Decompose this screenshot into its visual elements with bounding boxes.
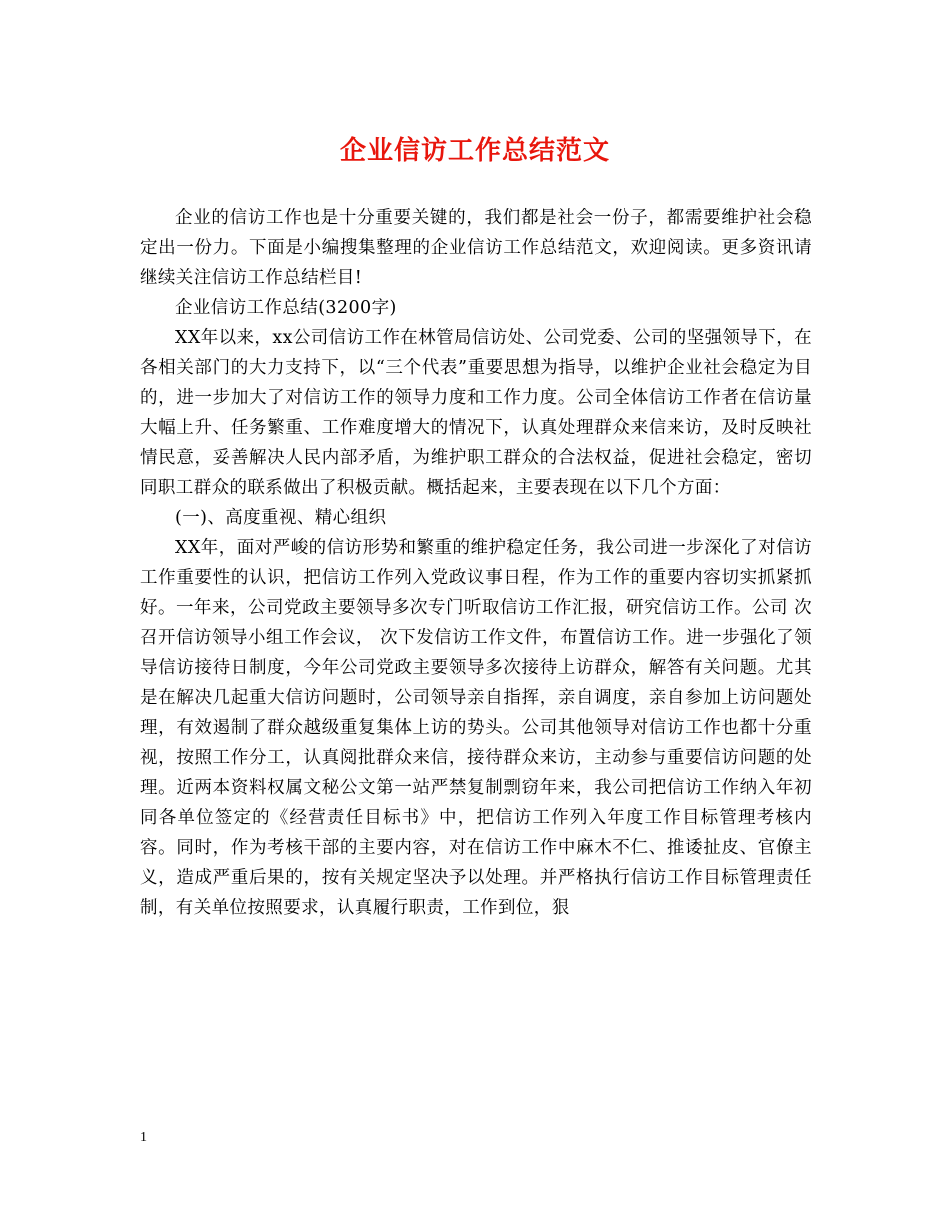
paragraph-overview: XX年以来，xx公司信访工作在林管局信访处、公司党委、公司的坚强领导下，在各相关部门的大力支持下，以“三个代表”重要思想为指导，以维护企业社会稳定为目的，进一步加大了对信访工作的领导力度和工作力度。公司全体信访工作者在信访量大幅上升、任务繁重、工作难度增大的情况下，认真处理群众来信来访，及时反映社情民意，妥善解决人民内部矛盾，为维护职工群众的合法权益，促进社会稳定，密切同职工群众的联系做出了积极贡献。概括起来，主要表现在以下几个方面：: [140, 328, 812, 498]
document-body: [140, 203, 812, 923]
section-heading-1: (一)、高度重视、精心组织: [175, 508, 387, 528]
paragraph-subtitle: 企业信访工作总结(3200字): [175, 298, 397, 318]
document-title: 企业信访工作总结范文: [339, 136, 610, 166]
paragraph-section-1: XX年，面对严峻的信访形势和繁重的维护稳定任务，我公司进一步深化了对信访工作重要性的认识，把信访工作列入党政议事日程，作为工作的重要内容切实抓紧抓好。一年来，公司党政主要领导多次专门听取信访工作汇报，研究信访工作。公司 次召开信访领导小组工作会议， 次下发信访工作文件，布置信访工作。进一步强化了领导信访接待日制度，今年公司党政主要领导多次接待上访群众，解答有关问题。尤其是在解决几起重大信访问题时，公司领导亲自指挥，亲自调度，亲自参加上访问题处理，有效遏制了群众越级重复集体上访的势头。公司其他领导对信访工作也都十分重视，按照工作分工，认真阅批群众来信，接待群众来访，主动参与重要信访问题的处理。近两本资料权属文秘公文第一站严禁复制剽窃年来，我公司把信访工作纳入年初同各单位签定的《经营责任目标书》中，把信访工作列入年度工作目标管理考核内容。同时，作为考核干部的主要内容，对在信访工作中麻木不仁、推诿扯皮、官僚主义，造成严重后果的，按有关规定坚决予以处理。并严格执行信访工作目标管理责任制，有关单位按照要求，认真履行职责，工作到位，狠: [140, 538, 812, 918]
page-number: 1: [140, 1130, 147, 1145]
paragraph-intro: 企业的信访工作也是十分重要关键的，我们都是社会一份子，都需要维护社会稳定出一份力。下面是小编搜集整理的企业信访工作总结范文，欢迎阅读。更多资讯请继续关注信访工作总结栏目!: [140, 208, 812, 288]
